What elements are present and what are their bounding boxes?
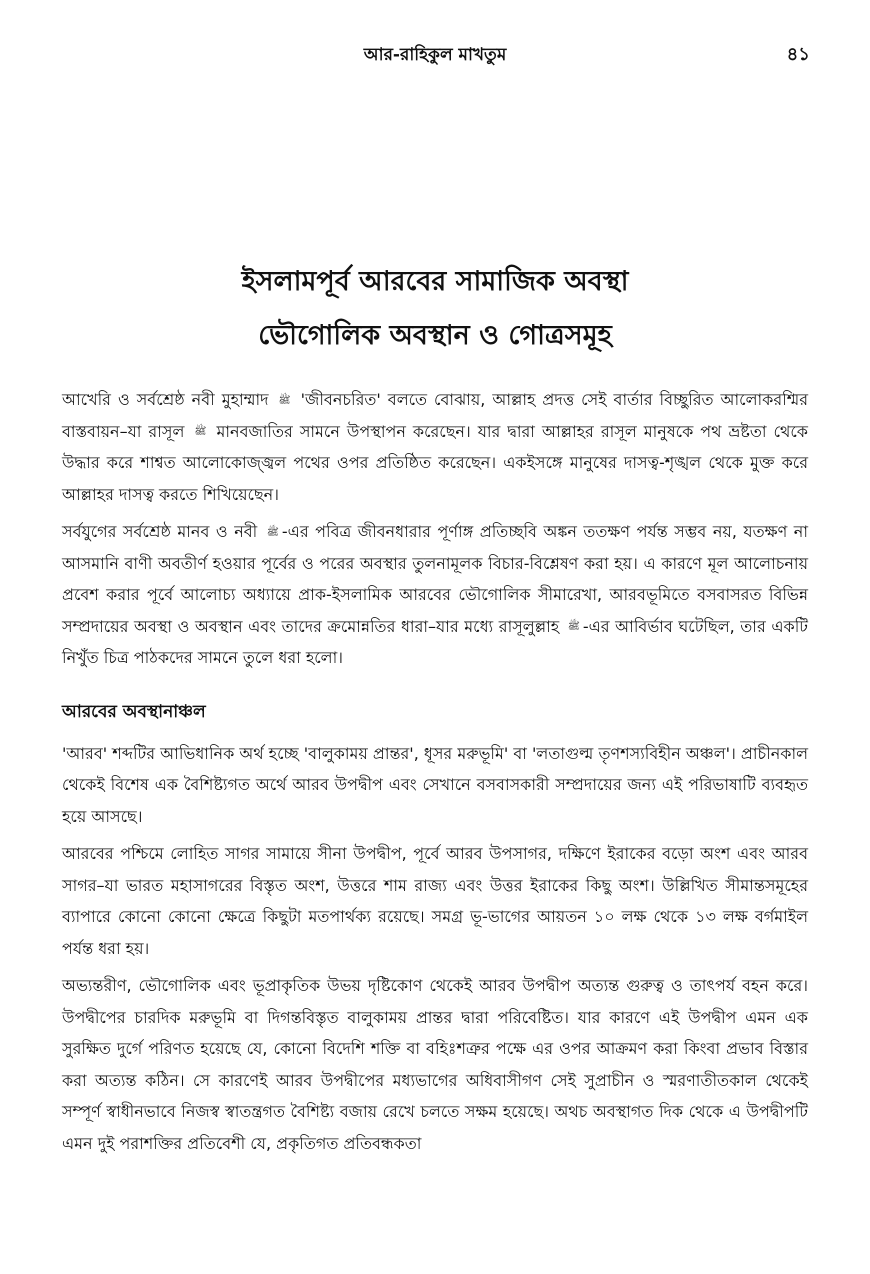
paragraph-1-text-a: আখেরি ও সর্বশ্রেষ্ঠ নবী মুহাম্মাদ: [62, 390, 269, 409]
salawat-honorific-icon: ﷺ: [266, 526, 279, 538]
salawat-honorific-icon: ﷺ: [567, 621, 580, 632]
running-title: আর-রাহিকুল মাখতুম: [363, 45, 507, 65]
paragraph-2-text-c: -এর আবির্ভাব ঘটেছিল, তার একটি নিখুঁত চিত্র পাঠকদের সামনে তুলে ধরা হলো।: [62, 616, 809, 667]
paragraph-5: অভ্যন্তরীণ, ভৌগোলিক এবং ভূপ্রাকৃতিক উভয় দৃষ্টিকোণ থেকেই আরব উপদ্বীপ অত্যন্ত গুরুত্ব ও তাৎপর্য বহন করে। উপদ্বীপের চারদিক মরুভূমি বা দিগন্তবিস্তৃত বালুকাময় প্রান্তর দ্বারা পরিবেষ্টিত। যার কারণে এই উপদ্বীপ এমন এক সুরক্ষিত দুর্গে পরিণত হয়েছে যে, কোনো বিদেশি শক্তি বা বহিঃশত্রুর পক্ষে এর ওপর আক্রমণ করা কিংবা প্রভাব বিস্তার করা অত্যন্ত কঠিন। সে কারণেই আরব উপদ্বীপের মধ্যভাগের অধিবাসীগণ সেই সুপ্রাচীন ও স্মরণাতীতকাল থেকেই সম্পূর্ণ স্বাধীনভাবে নিজস্ব স্বাতন্ত্রগত বৈশিষ্ট্য বজায় রেখে চলতে সক্ষম হয়েছে। অথচ অবস্থাগত দিক থেকে এ উপদ্বীপটি এমন দুই পরাশক্তির প্রতিবেশী যে, প্রকৃতিগত প্রতিবন্ধকতা: [62, 976, 808, 1153]
page-number: ৪১: [786, 44, 810, 65]
paragraph-2: [62, 516, 808, 674]
paragraph-3: 'আরব' শব্দটির আভিধানিক অর্থ হচ্ছে 'বালুকাময় প্রান্তর', ধূসর মরুভূমি' বা 'লতাগুল্ম তৃণশস্যবিহীন অঞ্চল'। প্রাচীনকাল থেকেই বিশেষ এক বৈশিষ্ট্যগত অর্থে আরব উপদ্বীপ এবং সেখানে বসবাসকারী সম্প্রদায়ের জন্য এই পরিভাষাটি ব্যবহৃত হয়ে আসছে।: [62, 743, 808, 826]
salawat-honorific-icon: ﷺ: [194, 426, 207, 437]
salawat-honorific-icon: ﷺ: [278, 394, 291, 406]
chapter-title: [40, 255, 830, 363]
paragraph-2-text-b: -এর পবিত্র জীবনধারার পূর্ণাঙ্গ প্রতিচ্ছবি অঙ্কন ততক্ষণ পর্যন্ত সম্ভব নয়, যতক্ষণ না আসমানি বাণী অবতীর্ণ হওয়ার পূর্বের ও পরের অবস্থার তুলনামূলক বিচার-বিশ্লেষণ করা হয়। এ কারণে মূল আলোচনায় প্রবেশ করার পূর্বে আলোচ্য অধ্যায়ে প্রাক-ইসলামিক আরবের ভৌগোলিক সীমারেখা, আরবভূমিতে বসবাসরত বিভিন্ন সম্প্রদায়ের অবস্থা ও অবস্থান এবং তাদের ক্রমোন্নতির ধারা–যার মধ্যে রাসূলুল্লাহ: [62, 522, 808, 636]
running-header: [60, 40, 810, 70]
paragraph-1-text-b: 'জীবনচরিত' বলতে বোঝায়, আল্লাহ প্রদত্ত সেই বার্তার বিচ্ছুরিত আলোকরশ্মির বাস্তবায়ন–যা রাসূল: [62, 390, 809, 441]
chapter-subtitle-line-2: ভৌগোলিক অবস্থান ও গোত্রসমূহ: [258, 320, 612, 351]
paragraph-4: আরবের পশ্চিমে লোহিত সাগর সামায়ে সীনা উপদ্বীপ, পূর্বে আরব উপসাগর, দক্ষিণে ইরাকের বড়ো অংশ এবং আরব সাগর–যা ভারত মহাসাগরের বিস্তৃত অংশ, উত্তরে শাম রাজ্য এবং উত্তর ইরাকের কিছু অংশ। উল্লিখিত সীমান্তসমূহের ব্যাপারে কোনো কোনো ক্ষেত্রে কিছুটা মতপার্থক্য রয়েছে। সমগ্র ভূ-ভাগের আয়তন ১০ লক্ষ থেকে ১৩ লক্ষ বর্গমাইল পর্যন্ত ধরা হয়।: [62, 844, 808, 958]
section-heading: আরবের অবস্থানাঞ্চল: [62, 701, 206, 722]
chapter-title-line-1: ইসলামপূর্ব আরবের সামাজিক অবস্থা: [241, 266, 629, 297]
body-text: [62, 384, 808, 1165]
paragraph-1-text-c: মানবজাতির সামনে উপস্থাপন করেছেন। যার দ্বারা আল্লাহর রাসূল মানুষকে পথ ভ্রষ্টতা থেকে উদ্ধার করে শাশ্বত আলোকোজ্জ্বল পথের ওপর প্রতিষ্ঠিত করেছেন। একইসঙ্গে মানুষের দাসত্ব-শৃঙ্খল থেকে মুক্ত করে আল্লাহর দাসত্ব করতে শিখিয়েছেন।: [62, 421, 809, 504]
paragraph-1: [62, 384, 808, 510]
paragraph-2-text-a: সর্বযুগের সর্বশ্রেষ্ঠ মানব ও নবী: [62, 522, 258, 541]
